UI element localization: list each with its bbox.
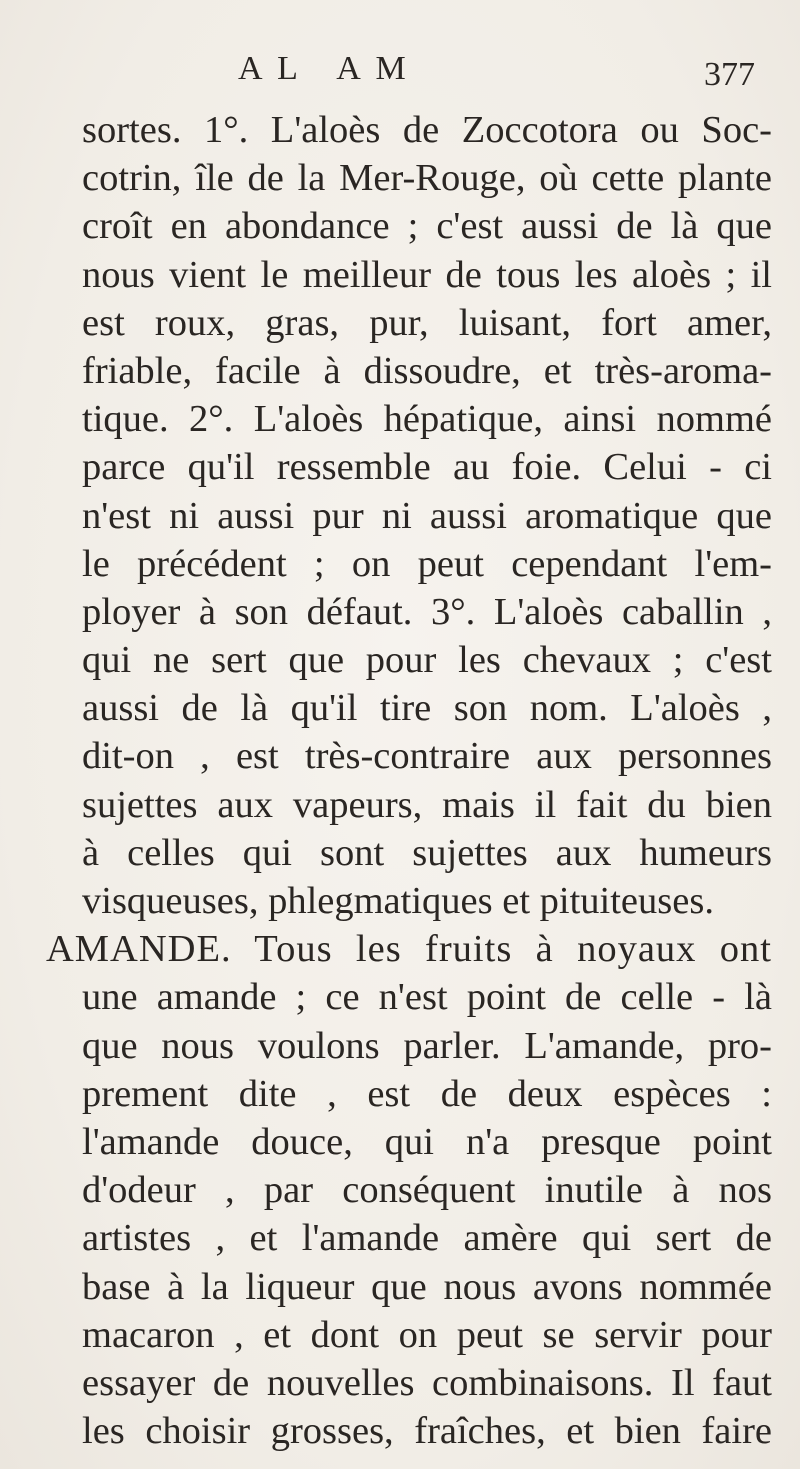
page-number: 377 xyxy=(704,56,755,93)
text-line: visqueuses, phlegmatiques et pituiteuses. xyxy=(82,880,714,922)
text-line: le précédent ; on peut cependant l'em- xyxy=(82,542,772,585)
running-head xyxy=(0,50,800,93)
text-line: macaron , et dont on peut se servir pour xyxy=(82,1313,772,1356)
text-line: à celles qui sont sujettes aux humeurs xyxy=(82,831,772,874)
text-line: parce qu'il ressemble au foie. Celui - ci xyxy=(82,446,772,489)
running-head-title: A L A M xyxy=(238,50,410,87)
body-text xyxy=(46,106,772,1455)
text-line: une amande ; ce n'est point de celle - là xyxy=(82,976,772,1019)
text-line: croît en abondance ; c'est aussi de là que xyxy=(82,205,772,248)
text-line: sujettes aux vapeurs, mais il fait du bien xyxy=(82,783,772,826)
text-line: essayer de nouvelles combinaisons. Il faut xyxy=(82,1361,772,1404)
text-line: n'est ni aussi pur ni aussi aromatique que xyxy=(82,494,772,537)
text-line: ployer à son défaut. 3°. L'aloès caballin , xyxy=(82,590,772,633)
text-line: tique. 2°. L'aloès hépatique, ainsi nommé xyxy=(82,398,772,441)
text-line: qui ne sert que pour les chevaux ; c'est xyxy=(82,639,772,682)
text-line: sortes. 1°. L'aloès de Zoccotora ou Soc- xyxy=(82,109,772,151)
text-line: friable, facile à dissoudre, et très-aroma- xyxy=(82,349,772,392)
text-line: l'amande douce, qui n'a presque point xyxy=(82,1120,772,1163)
text-line: est roux, gras, pur, luisant, fort amer, xyxy=(82,301,772,344)
text-line: nous vient le meilleur de tous les aloès ; il xyxy=(82,253,772,296)
text-line: prement dite , est de deux espèces : xyxy=(82,1072,772,1115)
text-line: artistes , et l'amande amère qui sert de xyxy=(82,1217,772,1260)
text-line: base à la liqueur que nous avons nommée xyxy=(82,1265,772,1308)
text-line: d'odeur , par conséquent inutile à nos xyxy=(82,1169,772,1212)
text-line: que nous voulons parler. L'amande, pro- xyxy=(82,1024,772,1067)
text-line: les choisir grosses, fraîches, et bien faire xyxy=(82,1410,772,1453)
text-line: cotrin, île de la Mer-Rouge, où cette plante xyxy=(82,157,772,200)
entry-heading-line: AMANDE. Tous les fruits à noyaux ont xyxy=(46,928,772,971)
text-line: aussi de là qu'il tire son nom. L'aloès , xyxy=(82,687,772,730)
text-line: dit-on , est très-contraire aux personnes xyxy=(82,735,772,778)
